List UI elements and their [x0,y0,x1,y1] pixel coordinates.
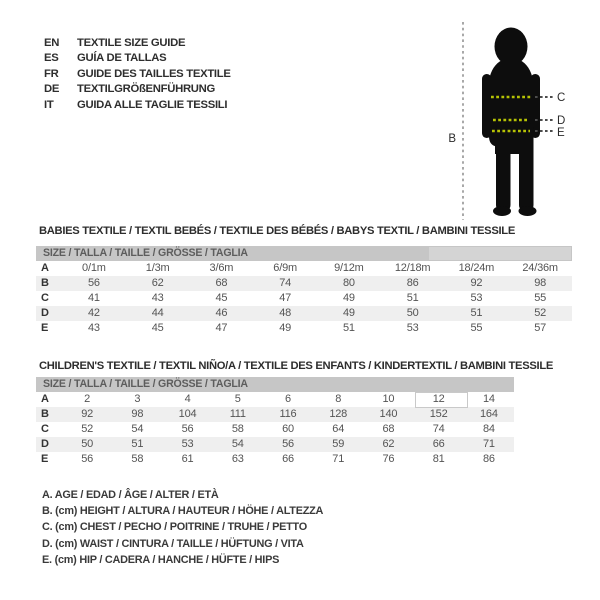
size-cell: 0/1m [82,262,106,274]
size-cell: 41 [87,292,100,304]
size-cell: 54 [131,423,144,435]
legend-line: E. (cm) HIP / CADERA / HANCHE / HÜFTE / HIPS [42,553,280,566]
size-cell: 53 [470,292,483,304]
row-label: C [41,292,49,304]
size-cell: 60 [282,423,294,435]
size-cell: 64 [332,423,345,435]
size-cell: 51 [470,307,483,319]
size-row-E [36,321,572,336]
size-cell: 49 [342,292,355,304]
size-cell: 111 [229,408,246,420]
size-cell: 98 [534,277,547,289]
children-section-title: CHILDREN'S TEXTILE / TEXTIL NIÑO/A / TEXTILE DES ENFANTS / KINDERTEXTIL / BAMBINI TESSILE [39,360,554,372]
language-title: GUÍA DE TALLAS [77,52,167,65]
size-cell: 55 [534,292,547,304]
size-row-D [36,306,572,321]
size-cell: 71 [332,453,345,465]
size-row-C [36,422,514,437]
size-cell: 74 [279,277,292,289]
silhouette-head [495,28,528,66]
size-row-B [36,276,572,291]
size-cell: 80 [342,277,355,289]
size-cell: 12/18m [394,262,431,274]
size-cell: 5 [234,393,241,405]
size-cell: 56 [87,277,100,289]
size-cell: 52 [81,423,94,435]
language-row [44,36,231,51]
size-cell: 55 [470,322,483,334]
size-cell: 86 [482,453,495,465]
babies-section-title: BABIES TEXTILE / TEXTIL BEBÉS / TEXTILE DES BÉBÉS / BABYS TEXTIL / BAMBINI TESSILE [39,225,516,237]
size-cell: 61 [181,453,194,465]
babies-header-highlight [429,247,571,260]
language-row [44,51,231,66]
size-cell: 45 [151,322,164,334]
size-cell: 43 [87,322,100,334]
babies-size-table [36,261,572,336]
language-code: FR [44,67,59,80]
size-row-A [36,392,514,407]
size-cell: 47 [279,292,292,304]
size-cell: 56 [282,438,294,450]
silhouette-right-foot [519,206,537,216]
size-cell: 54 [231,438,244,450]
row-label: A [41,262,49,274]
size-row-A [36,261,572,276]
size-cell: 12 [432,393,445,405]
size-cell: 84 [482,423,495,435]
silhouette-left-foot [493,206,511,216]
size-cell: 6 [285,393,291,405]
size-row-C [36,291,572,306]
size-cell: 116 [279,408,297,420]
size-cell: 49 [342,307,355,319]
size-cell: 9/12m [334,262,364,274]
size-cell: 68 [215,277,228,289]
size-cell: 10 [382,393,395,405]
silhouette-left-arm [482,74,492,138]
size-cell: 51 [342,322,355,334]
size-cell: 4 [184,393,191,405]
row-label: B [41,408,49,420]
size-row-E [36,452,514,467]
size-cell: 62 [151,277,164,289]
children-table-header: SIZE / TALLA / TAILLE / GRÖSSE / TAGLIA [36,377,514,392]
size-cell: 50 [406,307,419,319]
language-code: ES [44,52,59,65]
size-cell: 14 [482,393,495,405]
hip-label: E [557,127,565,139]
legend-line: D. (cm) WAIST / CINTURA / TAILLE / HÜFTUNG / VITA [42,537,304,550]
size-cell: 50 [81,438,94,450]
language-code: EN [44,37,60,49]
language-code: IT [44,98,54,111]
children-size-table [36,392,514,467]
babies-table-header: SIZE / TALLA / TAILLE / GRÖSSE / TAGLIA [36,246,572,261]
measurement-legend [42,487,323,568]
size-cell: 57 [534,322,547,334]
size-cell: 104 [178,408,197,420]
chest-label: C [557,92,566,104]
size-cell: 51 [131,438,144,450]
row-label: E [41,322,49,334]
size-cell: 24/36m [522,262,558,274]
size-cell: 6/9m [273,262,297,274]
size-cell: 49 [279,322,292,334]
size-cell: 8 [335,393,342,405]
language-title-list [44,36,231,113]
size-cell: 152 [429,408,448,420]
language-title: TEXTILE SIZE GUIDE [77,37,186,49]
size-cell: 164 [479,408,498,420]
size-cell: 1/3m [145,262,170,274]
language-row [44,98,231,113]
size-cell: 44 [151,307,164,319]
size-cell: 98 [131,408,144,420]
size-cell: 42 [87,307,100,319]
child-measurement-figure [435,10,600,225]
silhouette-right-leg [519,122,534,212]
size-cell: 92 [470,277,483,289]
row-label: E [41,453,49,465]
size-cell: 45 [215,292,228,304]
legend-line: B. (cm) HEIGHT / ALTURA / HAUTEUR / HÖHE / ALTEZZA [42,505,324,518]
language-title: GUIDE DES TAILLES TEXTILE [77,67,231,80]
waist-label: D [557,115,566,127]
size-cell: 3 [134,393,141,405]
size-cell: 52 [534,307,547,319]
size-cell: 53 [181,438,194,450]
size-cell: 47 [215,322,228,334]
size-cell: 56 [181,423,194,435]
legend-line: A. AGE / EDAD / ÂGE / ALTER / ETÀ [42,489,219,501]
size-cell: 66 [282,453,294,465]
height-label: B [448,133,456,145]
language-title: TEXTILGRÖßENFÜHRUNG [77,83,216,96]
size-row-D [36,437,514,452]
size-cell: 43 [151,292,164,304]
row-label: D [41,438,49,450]
size-cell: 128 [329,408,348,420]
row-label: C [41,423,49,435]
silhouette-left-leg [496,122,511,212]
size-cell: 2 [84,393,91,405]
language-row [44,82,231,97]
size-cell: 86 [406,277,419,289]
size-cell: 18/24m [458,262,495,274]
size-cell: 68 [382,423,395,435]
row-label: B [41,277,49,289]
size-cell: 63 [231,453,244,465]
language-title: GUIDA ALLE TAGLIE TESSILI [77,98,228,111]
language-row [44,67,231,82]
size-cell: 92 [81,408,94,420]
size-cell: 56 [81,453,94,465]
size-cell: 62 [382,438,395,450]
size-cell: 53 [406,322,419,334]
size-cell: 48 [279,307,292,319]
size-cell: 71 [482,438,495,450]
size-cell: 59 [332,438,345,450]
row-label: D [41,307,49,319]
size-cell: 3/6m [209,262,234,274]
size-cell: 66 [432,438,445,450]
child-silhouette [482,28,540,217]
size-cell: 81 [432,453,445,465]
size-cell: 58 [131,453,144,465]
language-code: DE [44,83,60,96]
size-row-B [36,407,514,422]
size-cell: 74 [432,423,445,435]
size-cell: 76 [382,453,395,465]
row-label: A [41,393,49,405]
legend-line: C. (cm) CHEST / PECHO / POITRINE / TRUHE / PETTO [42,521,307,534]
size-cell: 46 [215,307,228,319]
size-cell: 58 [231,423,244,435]
size-cell: 140 [379,408,398,420]
size-cell: 51 [406,292,419,304]
